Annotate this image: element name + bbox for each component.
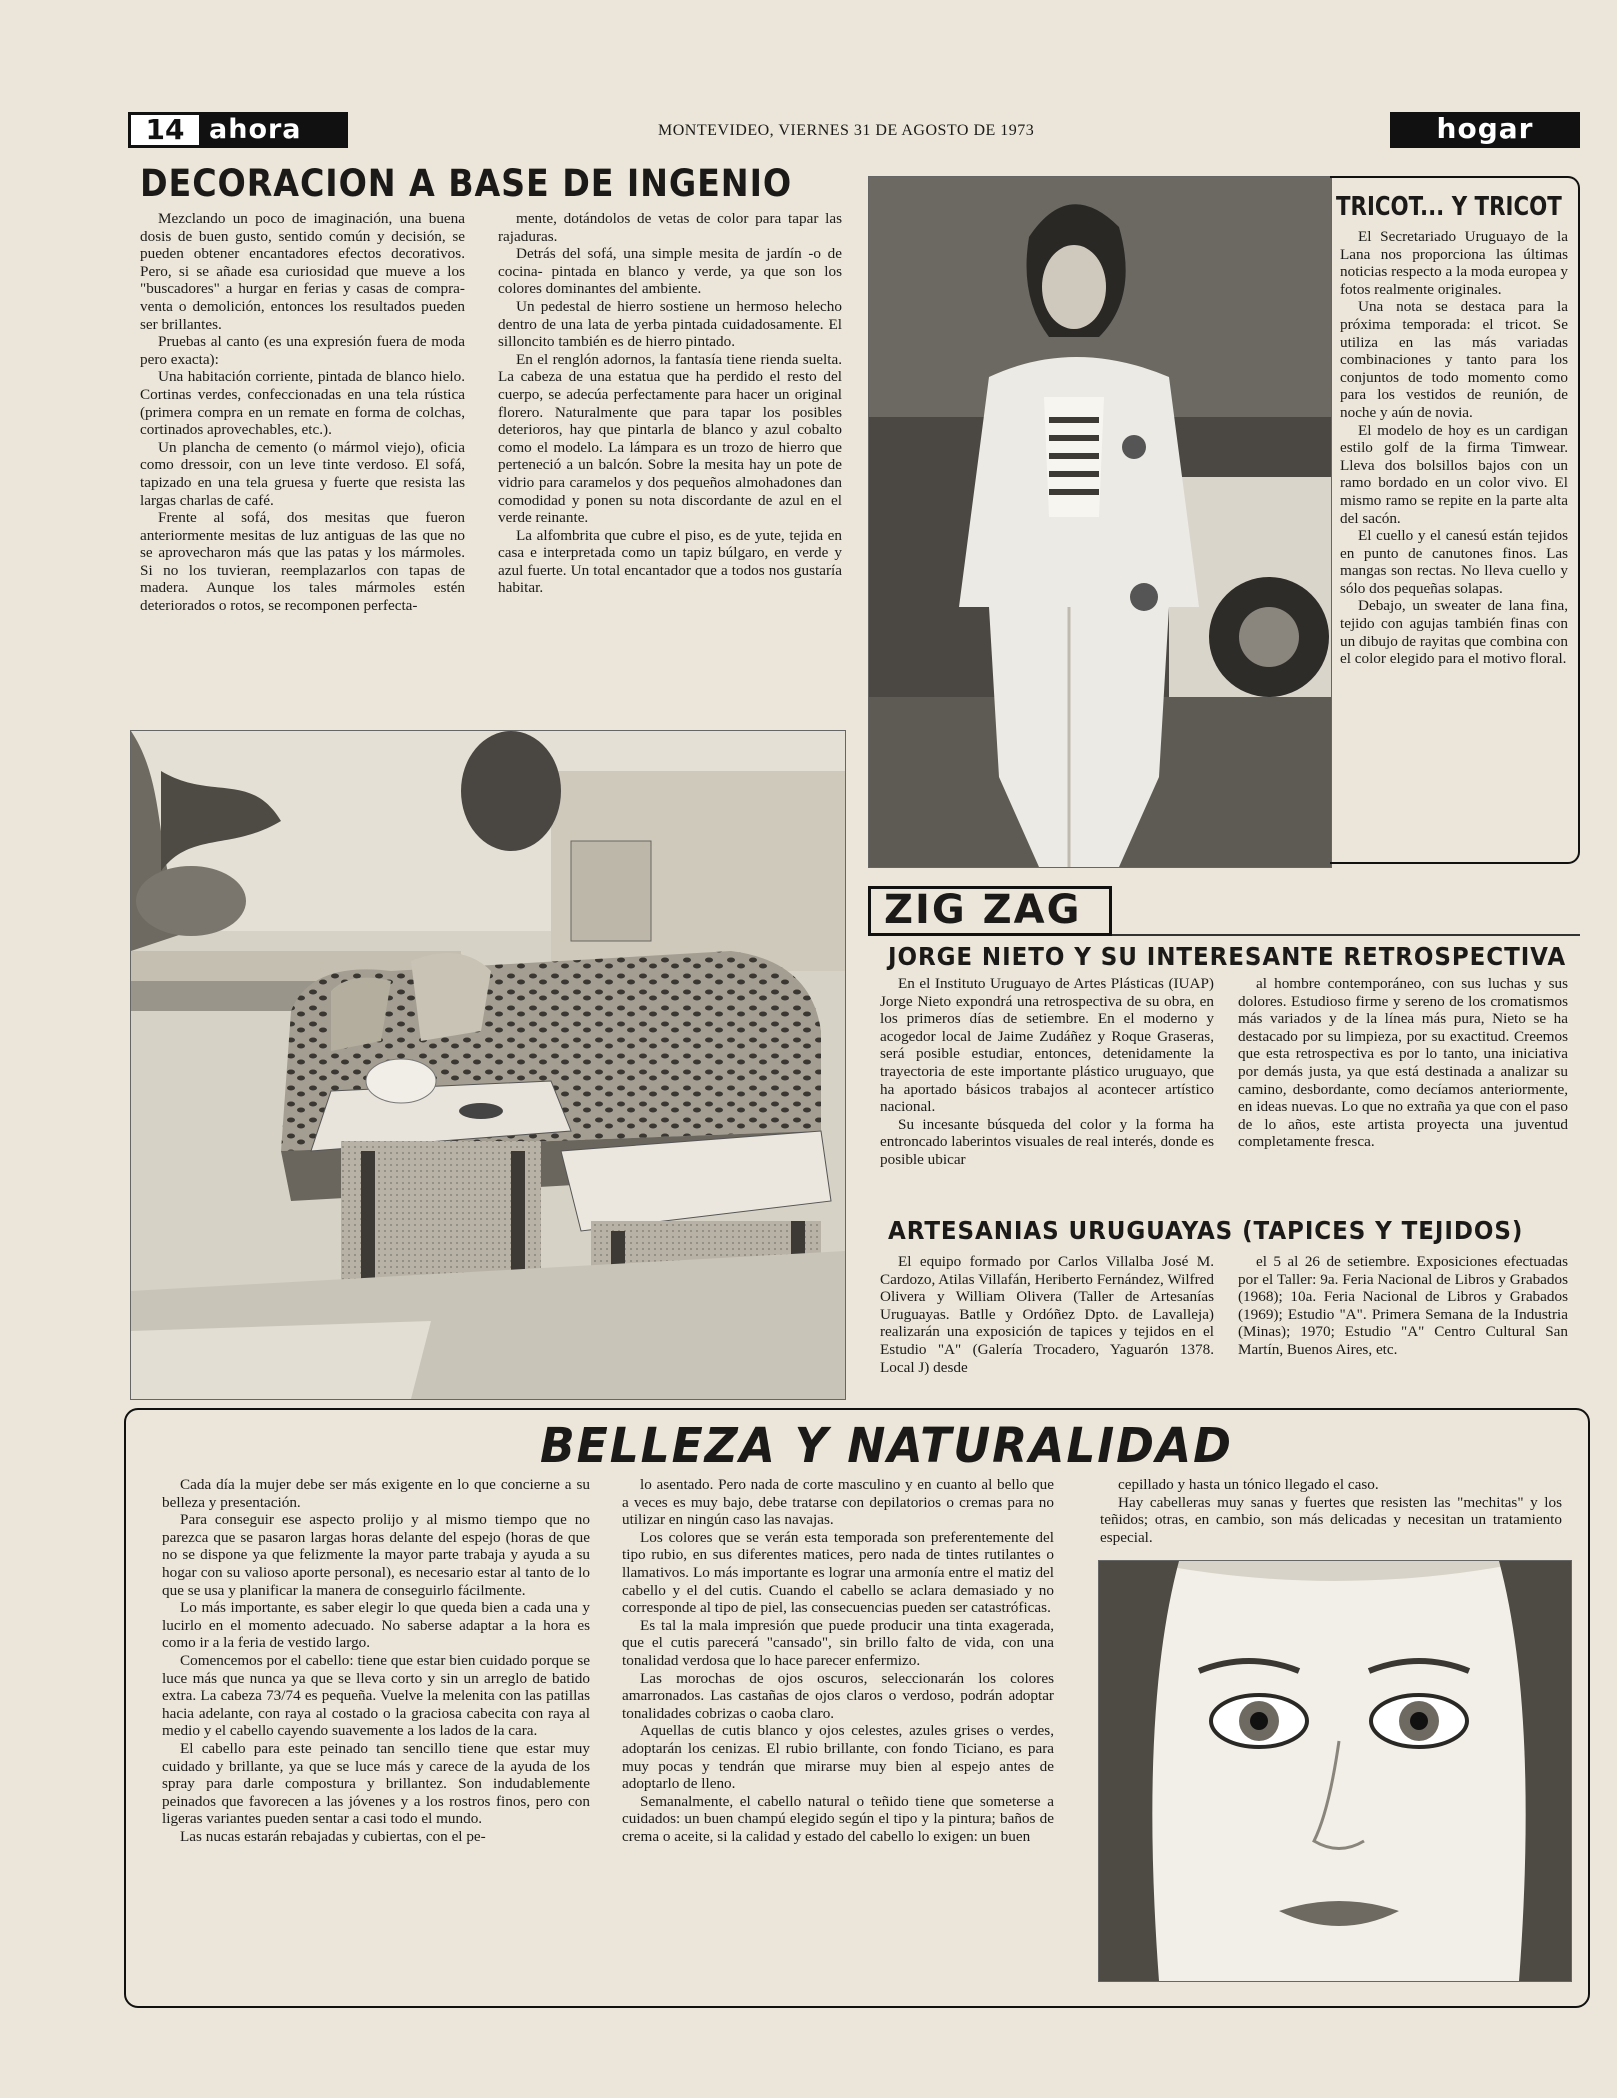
paragraph: Es tal la mala impresión que puede producir una tinta exagerada, que el cutis parecerá "cansado", sin brillo falto de vida, con una tonalidad verdosa que lo hace parecer enfermizo. bbox=[622, 1616, 1054, 1669]
artesanias-column-1 bbox=[880, 1253, 1214, 1376]
page-badge bbox=[128, 112, 348, 148]
nieto-column-2 bbox=[1238, 975, 1568, 1151]
nieto-headline: JORGE NIETO Y SU INTERESANTE RETROSPECTIVA bbox=[888, 942, 1567, 971]
belleza-column-1 bbox=[162, 1476, 590, 1845]
face-photo bbox=[1098, 1560, 1572, 1982]
paragraph: Una habitación corriente, pintada de blanco hielo. Cortinas verdes, confeccionadas en una tela rústica (primera compra en un remate en forma de colchas, cortinados aprovechables, etc.). bbox=[140, 368, 465, 439]
paragraph: El equipo formado por Carlos Villalba José M. Cardozo, Atilas Villafán, Heriberto Fernández, Wilfred Olivera y William Olivera (Taller de Artesanías Uruguayas. Batlle y Ordóñez Dpto. de Lavalleja) realizarán una exposición de tapices y tejidos en el Estudio "A" (Galería Trocadero, Yaguarón 1378. Local J) desde bbox=[880, 1253, 1214, 1376]
paragraph: Frente al sofá, dos mesitas que fueron anteriormente mesitas de luz antiguas de las que no se aprovecharon más que las patas y los mármoles. Si no los tuvieran, reemplazarlos con tapas de madera. Aunque los tales mármoles estén deteriorados o rotos, se recomponen perfecta- bbox=[140, 509, 465, 615]
decoracion-headline: DECORACION A BASE DE INGENIO bbox=[140, 162, 793, 205]
page-number: 14 bbox=[131, 115, 199, 145]
paragraph: El modelo de hoy es un cardigan estilo golf de la firma Timwear. Lleva dos bolsillos bajos con un ramo bordado en un color vivo. El mismo ramo se repite en la parte alta del sacón. bbox=[1340, 421, 1568, 527]
paragraph: Debajo, un sweater de lana fina, tejido con agujas también finas con un dibujo de rayitas que combina con el color elegido para el motivo floral. bbox=[1340, 597, 1568, 668]
paragraph: El Secretariado Uruguayo de la Lana nos proporciona las últimas noticias respecto a la moda europea y fotos realmente originales. bbox=[1340, 228, 1568, 298]
paragraph: Para conseguir ese aspecto prolijo y al mismo tiempo que no parezca que se pasaron largas horas delante del espejo (horas de que no se dispone ya que felizmente la mayor parte trabaja y ayuda a su hogar con su valioso aporte personal), es necesario estar al tanto de lo que se usa y planificar la manera de conseguirlo fácilmente. bbox=[162, 1511, 590, 1599]
paragraph: Mezclando un poco de imaginación, una buena dosis de buen gusto, sentido común y decisión, se pueden obtener encantadores efectos decorativos. Pero, si se añade esa curiosidad que mueve a los "buscadores" a hurgar en ferias y casas de compra-venta o demolición, entonces los resultados pueden ser brillantes. bbox=[140, 210, 465, 333]
paragraph: En el renglón adornos, la fantasía tiene rienda suelta. La cabeza de una estatua que ha perdido el resto del cuerpo, se adecúa perfectamente para hacer un original florero. Naturalmente que para tapar los posibles deterioros, hay que pintarla de blanco y azul cobalto como el modelo. La lámpara es un trozo de hierro que perteneció a un balcón. Sobre la mesita hay un pote de vidrio para caramelos y dos pequeños almohadones dan comodidad y ponen su nota discordante de azul en el verde reinante. bbox=[498, 350, 842, 527]
paragraph: Pruebas al canto (es una expresión fuera de moda pero exacta): bbox=[140, 333, 465, 368]
paragraph: cepillado y hasta un tónico llegado el caso. bbox=[1118, 1476, 1379, 1493]
paragraph: Las morochas de ojos oscuros, seleccionarán los colores amarronados. Las castañas de ojos claros o verdoso, podrán adoptar tonalidades cobrizas o caoba claro. bbox=[622, 1669, 1054, 1722]
paragraph: En el Instituto Uruguayo de Artes Plásticas (IUAP) Jorge Nieto expondrá una retrospectiva de su obra, en los primeros días de setiembre. En el moderno y acogedor local de Jaime Zudáñez y Roque Graseras, será posible estudiar, entonces, detenidamente la trayectoria de este importante plástico uruguayo, que ha aportado básicos trabajos al acontecer artístico nacional. bbox=[880, 975, 1214, 1116]
decoracion-column-2 bbox=[498, 210, 842, 597]
decoracion-column-1 bbox=[140, 210, 465, 615]
paragraph: El cuello y el canesú están tejidos en punto de canutones finos. Las mangas son rectas. No lleva cuello y sólo dos pequeñas solapas. bbox=[1340, 527, 1568, 597]
paragraph: Cada día la mujer debe ser más exigente en lo que concierne a su belleza y presentación. bbox=[162, 1476, 590, 1511]
paragraph: Aquellas de cutis blanco y ojos celestes, azules grises o verdes, adoptarán los cenizas. El rubio brillante, con fondo Ticiano, es para muy pocas y tendrán que mirarse muy bien al espejo antes de adoptarlo de lleno. bbox=[622, 1722, 1054, 1793]
paragraph: Los colores que se verán esta temporada son preferentemente del tipo rubio, en sus diferentes matices, pero nada de tintes rutilantes o llamativos. Lo más importante es lograr una armonía entre el matiz del cabello y el del cutis. Cuando el cabello se aclara demasiado y no corresponde al tipo de piel, las consecuencias pueden ser catastróficas. bbox=[622, 1528, 1054, 1617]
paragraph: el 5 al 26 de setiembre. Exposiciones efectuadas por el Taller: 9a. Feria Nacional de Libros y Grabados (1968); 10a. Feria Nacional de Libros y Grabados (1969); Estudio "A". Primera Semana de la Industria (Minas); 1970; Estudio "A" Centro Cultural San Martín, Buenos Aires, etc. bbox=[1238, 1253, 1568, 1358]
artesanias-headline: ARTESANIAS URUGUAYAS (TAPICES Y TEJIDOS) bbox=[888, 1216, 1524, 1245]
belleza-headline: BELLEZA Y NATURALIDAD bbox=[540, 1418, 1233, 1474]
belleza-column-3 bbox=[1100, 1476, 1562, 1546]
zigzag-headline: ZIG ZAG bbox=[884, 887, 1082, 933]
paragraph: Las nucas estarán rebajadas y cubiertas, con el pe- bbox=[180, 1827, 486, 1845]
artesanias-column-2 bbox=[1238, 1253, 1568, 1359]
belleza-column-2 bbox=[622, 1476, 1054, 1845]
paragraph: mente, dotándolos de vetas de color para tapar las rajaduras. bbox=[498, 210, 842, 245]
publication-name: ahora bbox=[199, 115, 345, 145]
zigzag-rule bbox=[1112, 934, 1580, 936]
tricot-headline: TRICOT... Y TRICOT bbox=[1336, 192, 1562, 222]
paragraph: al hombre contemporáneo, con sus luchas y sus dolores. Estudioso firme y sereno de los cromatismos más variados y de la línea más pura, Nieto se ha destacado por su limpieza, por su exactitud. Creemos que esta retrospectiva es por lo tanto, una iniciativa por demás justa, ya que está destinada a analizar su camino, desbordante, como decíamos anteriormente, en ideas nuevas. Lo que no extraña ya que con el paso de lo años, este artista proyecta una juventud completamente fresca. bbox=[1238, 975, 1568, 1151]
paragraph: Semanalmente, el cabello natural o teñido tiene que someterse a cuidados: un buen champú elegido según el tipo y la pintura; baños de crema o aceite, si la calidad y estado del cabello lo exigen: un buen bbox=[622, 1792, 1054, 1845]
paragraph: El cabello para este peinado tan sencillo tiene que estar muy cuidado y brillante, ya que se luce más y carece de la ayuda de los spray para darle compostura y brillantez. Son indudablemente peinados que favorecen a las jóvenes y a los rostros finos, pero con ligeras variantes pueden sentar a casi todo el mundo. bbox=[162, 1739, 590, 1828]
masthead bbox=[128, 108, 1580, 152]
living-room-photo bbox=[130, 730, 846, 1400]
paragraph: Comencemos por el cabello: tiene que estar bien cuidado porque se luce más que nunca ya que se lleva corto y sin un arreglo de batido extra. La cabeza 73/74 es pequeña. Vuelve la melenita con las patillas hacia adelante, con raya al costado o la graciosa cabecita con raya al medio y el cabello cayendo suavemente a los lados de la cara. bbox=[162, 1651, 590, 1740]
section-tag: hogar bbox=[1390, 112, 1580, 148]
dateline: MONTEVIDEO, VIERNES 31 DE AGOSTO DE 1973 bbox=[658, 122, 1035, 139]
paragraph: Su incesante búsqueda del color y la forma ha entroncado laberintos visuales de real interés, donde es posible ubicar bbox=[880, 1115, 1215, 1168]
paragraph: lo asentado. Pero nada de corte masculino y en cuanto al bello que a veces es muy bajo, debe tratarse con depilatorios o cremas para no utilizar en ningún caso las navajas. bbox=[622, 1476, 1054, 1529]
tricot-column bbox=[1340, 228, 1568, 668]
paragraph: Lo más importante, es saber elegir lo que queda bien a cada una y lucirlo en el momento adecuado. No saberse adaptar a la hora es como ir a la feria de vestido largo. bbox=[162, 1599, 590, 1652]
paragraph: Hay cabelleras muy sanas y fuertes que resisten las "mechitas" y los teñidos; otras, en cambio, son más delicadas y necesitan un tratamiento especial. bbox=[1100, 1493, 1562, 1546]
paragraph: La alfombrita que cubre el piso, es de yute, tejida en casa e interpretada como un tapiz búlgaro, en verde y azul fuerte. Un total encantador que a todos nos gustaría habitar. bbox=[498, 526, 842, 597]
tricot-model-photo bbox=[868, 176, 1332, 868]
paragraph: Un plancha de cemento (o mármol viejo), oficia como dressoir, con un leve tinte verdoso. El sofá, tapizado en una tela gruesa y fuerte que resista las largas charlas de café. bbox=[140, 438, 465, 509]
nieto-column-1 bbox=[880, 975, 1214, 1169]
paragraph: Detrás del sofá, una simple mesita de jardín -o de cocina- pintada en blanco y verde, ya que son los colores dominantes del ambiente. bbox=[498, 245, 842, 298]
paragraph: Un pedestal de hierro sostiene un hermoso helecho dentro de una lata de yerba pintada cuidadosamente. El silloncito también es de hierro pintado. bbox=[498, 297, 842, 351]
paragraph: Una nota se destaca para la próxima temporada: el tricot. Se utiliza en las más variadas combinaciones y tanto para los conjuntos de todo momento como para los vestidos de reunión, de noche y aún de novia. bbox=[1340, 298, 1568, 421]
